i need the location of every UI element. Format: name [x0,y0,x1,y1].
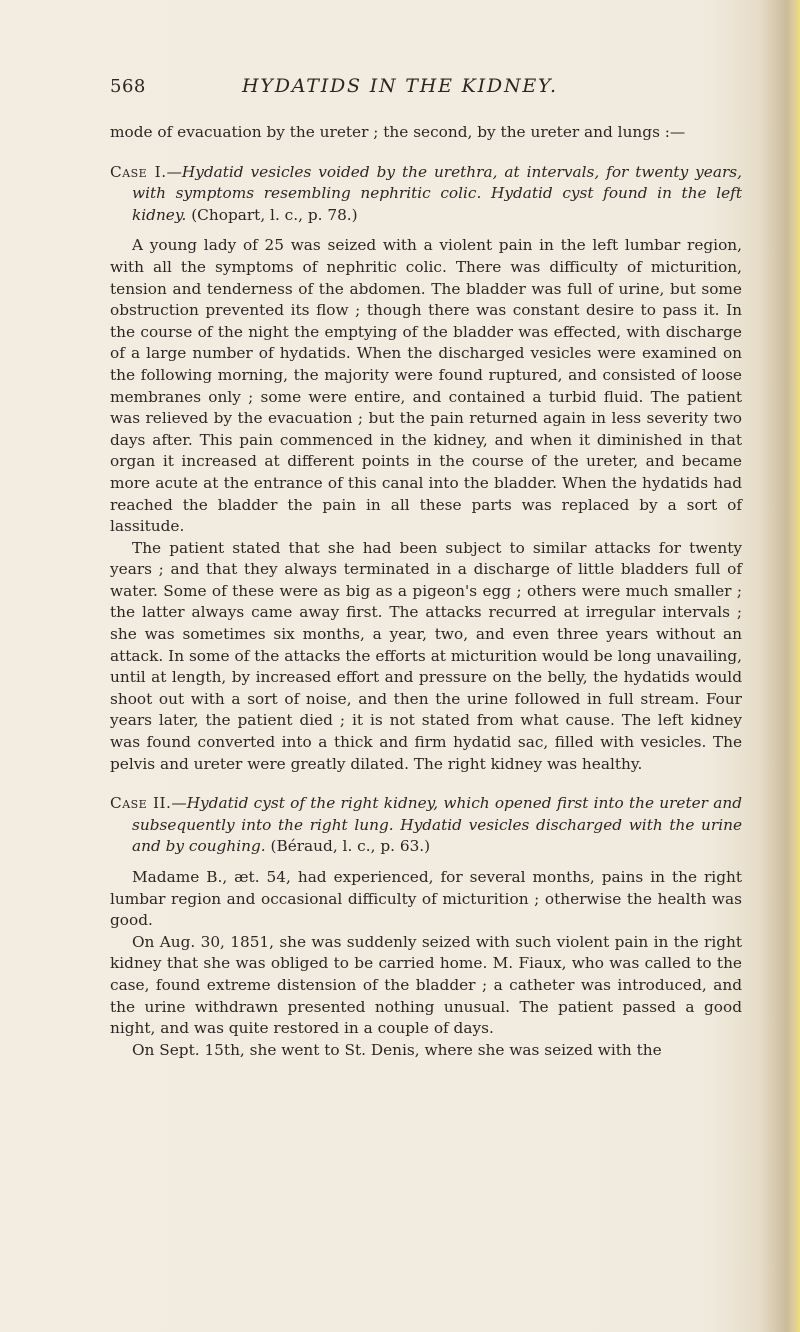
intro-text: mode of evacuation by the ureter ; the second, by the ureter and lungs :— [110,123,686,141]
case-2-paragraph-1: Madame B., æt. 54, had experienced, for several months, pains in the right lumbar region and occasional difficulty of micturition ; otherwise the health was good. [110,868,742,930]
case-2-paragraph-3: On Sept. 15th, she went to St. Denis, where she was seized with the [132,1040,662,1059]
case-2-title: —Hydatid cyst of the right kidney, which opened first into the ureter and subsequently into the right lung. Hydatid vesicles discharged with the urine and by coughing. [132,794,742,856]
text-column [110,76,742,1061]
case-2-paragraph-2: On Aug. 30, 1851, she was suddenly seized with such violent pain in the right kidney that she was obliged to be carried home. M. Fiaux, who was called to the case, found extreme distension of the bladder ; a catheter was introduced, and the urine withdrawn presented nothing unusual. The patient passed a good night, and was quite restored in a couple of days. [110,932,742,1038]
case-1-paragraph-1: A young lady of 25 was seized with a violent pain in the left lumbar region, with all the symptoms of nephritic colic. There was difficulty of micturition, tension and tenderness of the abdomen. The bladder was full of urine, but some obstruction prevented its flow ; though there was constant desire to pass it. In the course of the night the emptying of the bladder was effected, with discharge of a large number of hydatids. When the discharged vesicles were examined on the following morning, the majority were found ruptured, and consisted of loose membranes only ; some were entire, and contained a turbid fluid. The patient was relieved by the evacuation ; but the pain returned again in less severity two days after. This pain commenced in the kidney, and when it diminished in that organ it increased at different points in the course of the ureter, and became more acute at the entrance of this canal into the bladder. When the hydatids had reached the bladder the pain in all these parts was replaced by a sort of lassitude. [110,236,742,536]
case-1-label: Case I. [110,162,167,181]
page-edge [786,0,800,1332]
case-1-title: —Hydatid vesicles voided by the urethra, at intervals, for twenty years, with symptoms resembling nephritic colic. Hydatid cyst found in the left kidney. [132,162,742,224]
case-1-paragraph-2: The patient stated that she had been subject to similar attacks for twenty years ; and that they always terminated in a discharge of little bladders full of water. Some of these were as big as a pigeon's egg ; others were much smaller ; the latter always came away first. The attacks recurred at irregular intervals ; she was sometimes six months, a year, two, and even three years without an attack. In some of the attacks the efforts at micturition would be long unavailing, until at length, by increased effort and pressure on the belly, the hydatids would shoot out with a sort of noise, and then the urine followed in full stream. Four years later, the patient died ; it is not stated from what cause. The left kidney was found converted into a thick and firm hydatid sac, filled with vesicles. The pelvis and ureter were greatly dilated. The right kidney was healthy. [110,538,742,773]
page-header [110,76,742,106]
case-1-heading [110,162,742,227]
page-number: 568 [110,76,146,97]
case-1-reference: (Chopart, l. c., p. 78.) [191,205,358,224]
case-2-reference: (Béraud, l. c., p. 63.) [270,837,431,856]
running-head: HYDATIDS IN THE KIDNEY. [242,75,558,97]
case-2-label: Case II. [110,794,172,813]
case-2-heading [110,793,742,858]
